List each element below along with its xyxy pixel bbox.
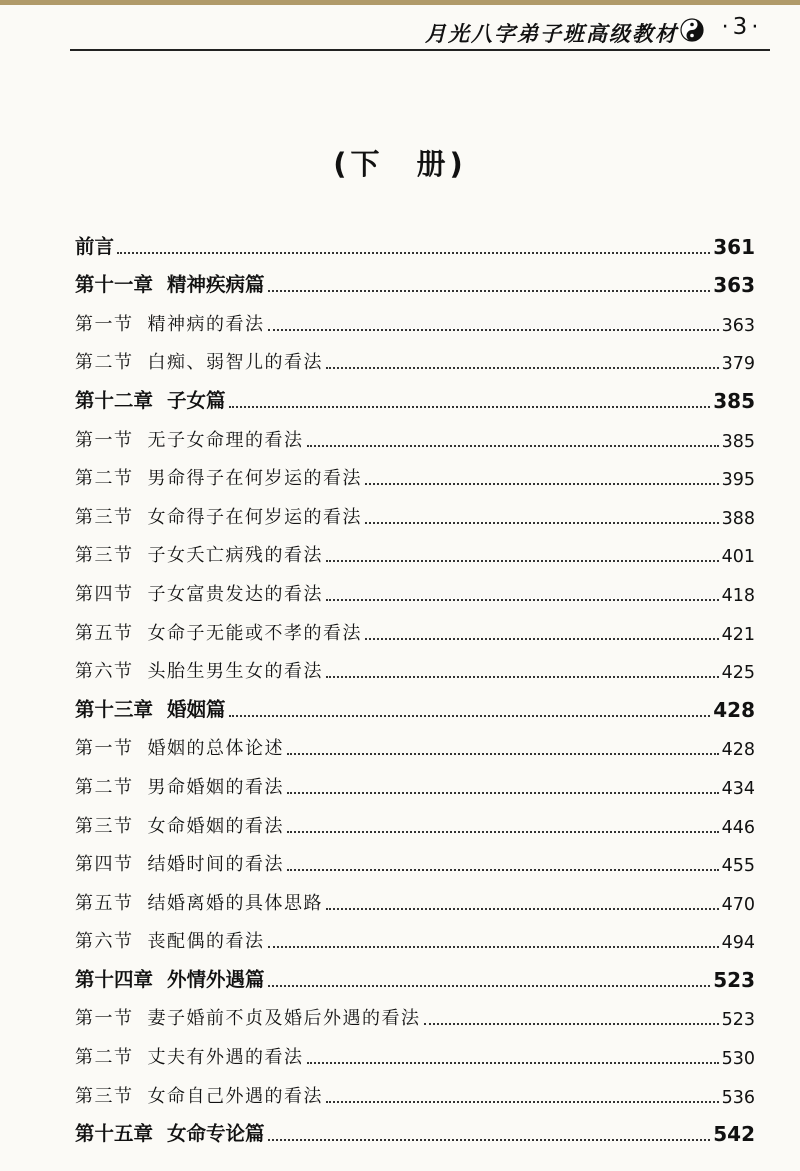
toc-entry-number: 第一节 — [75, 738, 134, 760]
toc-page-number: 363 — [721, 315, 755, 336]
toc-entry-label — [75, 1004, 421, 1030]
toc-entry-title: 婚姻的总体论述 — [147, 738, 284, 760]
toc-entry-title: 女命婚姻的看法 — [147, 815, 284, 837]
toc-section-row — [75, 456, 755, 495]
toc-entry-number: 第十二章 — [75, 388, 154, 412]
dot-leader — [326, 908, 719, 910]
toc-page-number: 455 — [721, 856, 755, 877]
toc-entry-title: 男命得子在何岁运的看法 — [147, 468, 362, 490]
dot-leader — [307, 445, 719, 447]
toc-page-number: 388 — [721, 508, 755, 529]
toc-chapter-row — [75, 957, 755, 996]
toc-entry-title: 结婚时间的看法 — [147, 854, 284, 876]
dot-leader — [287, 792, 719, 794]
toc-entry-number: 第二节 — [75, 352, 134, 374]
dot-leader — [117, 252, 710, 254]
toc-entry-label — [75, 231, 114, 259]
toc-entry-number: 第一节 — [75, 313, 134, 335]
toc-page-number: 434 — [721, 778, 755, 799]
toc-entry-title: 白痴、弱智儿的看法 — [147, 352, 323, 374]
toc-entry-label — [75, 734, 284, 760]
toc-entry-title: 无子女命理的看法 — [147, 429, 304, 451]
dot-leader — [326, 676, 719, 678]
top-border-band — [0, 0, 800, 5]
toc-entry-number: 第十一章 — [75, 273, 154, 297]
dot-leader — [229, 406, 711, 408]
dot-leader — [287, 869, 719, 871]
toc-section-row — [75, 340, 755, 379]
toc-entry-title: 子女富贵发达的看法 — [147, 583, 323, 605]
toc-page-number: 395 — [721, 470, 755, 491]
toc-entry-number: 第一节 — [75, 1008, 134, 1030]
toc-page-number: 428 — [721, 740, 755, 761]
toc-chapter-row — [75, 224, 755, 263]
toc-page-number: 421 — [721, 624, 755, 645]
toc-page-number: 379 — [721, 354, 755, 375]
toc-entry-title: 外情外遇篇 — [167, 967, 265, 991]
toc-page-number: 401 — [721, 547, 755, 568]
dot-leader — [365, 638, 719, 640]
dot-leader — [326, 1101, 719, 1103]
toc-entry-label — [75, 541, 323, 567]
toc-entry-number: 第二节 — [75, 468, 134, 490]
toc-entry-title: 女命得子在何岁运的看法 — [147, 506, 362, 528]
header-page-number: · 3 · — [721, 14, 759, 40]
dot-leader — [326, 560, 719, 562]
toc-section-row — [75, 571, 755, 610]
toc-page-number: 523 — [721, 1010, 755, 1031]
toc-entry-title: 子女夭亡病残的看法 — [147, 545, 323, 567]
toc-entry-number: 第六节 — [75, 661, 134, 683]
toc-page-number: 428 — [713, 697, 755, 722]
toc-section-row — [75, 417, 755, 456]
toc-chapter-row — [75, 263, 755, 302]
toc-entry-title: 女命自己外遇的看法 — [147, 1085, 323, 1107]
dot-leader — [365, 483, 719, 485]
toc-section-row — [75, 996, 755, 1035]
toc-section-row — [75, 842, 755, 881]
toc-section-row — [75, 649, 755, 688]
toc-entry-number: 第六节 — [75, 931, 134, 953]
toc-entry-number: 第十五章 — [75, 1122, 154, 1146]
toc-entry-label — [75, 694, 226, 722]
toc-entry-title: 妻子婚前不贞及婚后外遇的看法 — [147, 1008, 421, 1030]
dot-leader — [268, 290, 711, 292]
toc-page-number: 530 — [721, 1049, 755, 1070]
toc-section-row — [75, 494, 755, 533]
toc-entry-title: 子女篇 — [167, 388, 226, 412]
toc-section-row — [75, 764, 755, 803]
toc-entry-label — [75, 889, 323, 915]
toc-page-number: 536 — [721, 1087, 755, 1108]
toc-entry-title: 男命婚姻的看法 — [147, 776, 284, 798]
toc-entry-label — [75, 964, 265, 992]
toc-entry-label — [75, 619, 362, 645]
toc-page-number: 418 — [721, 585, 755, 606]
toc-entry-label — [75, 1043, 304, 1069]
toc-entry-title: 婚姻篇 — [167, 697, 226, 721]
dot-leader — [326, 367, 719, 369]
toc-page-number: 542 — [713, 1122, 755, 1147]
toc-section-row — [75, 533, 755, 572]
toc-entry-label — [75, 657, 323, 683]
toc-entry-label — [75, 464, 362, 490]
dot-leader — [268, 985, 711, 987]
page-header — [70, 12, 770, 52]
toc-entry-number: 第三节 — [75, 1085, 134, 1107]
toc-entry-number: 第十三章 — [75, 697, 154, 721]
toc-entry-label — [75, 348, 323, 374]
toc-entry-number: 前言 — [75, 234, 115, 258]
dot-leader — [307, 1062, 719, 1064]
toc-entry-label — [75, 850, 284, 876]
toc-entry-title: 女命专论篇 — [167, 1122, 265, 1146]
toc-section-row — [75, 726, 755, 765]
toc-chapter-row — [75, 378, 755, 417]
toc-chapter-row — [75, 1112, 755, 1151]
toc-entry-number: 第五节 — [75, 622, 134, 644]
dot-leader — [326, 599, 719, 601]
toc-entry-title: 结婚离婚的具体思路 — [147, 892, 323, 914]
toc-entry-number: 第三节 — [75, 506, 134, 528]
toc-entry-number: 第四节 — [75, 583, 134, 605]
dot-leader — [229, 715, 711, 717]
toc-entry-number: 第二节 — [75, 776, 134, 798]
table-of-contents — [75, 224, 755, 1150]
toc-entry-number: 第四节 — [75, 854, 134, 876]
toc-page-number: 363 — [713, 273, 755, 298]
dot-leader — [424, 1023, 719, 1025]
dot-leader — [268, 1139, 711, 1141]
toc-page-number: 361 — [713, 234, 755, 259]
toc-entry-label — [75, 269, 265, 297]
toc-page-number: 494 — [721, 933, 755, 954]
dot-leader — [268, 946, 719, 948]
toc-page-number: 385 — [721, 431, 755, 452]
toc-entry-number: 第三节 — [75, 815, 134, 837]
toc-entry-number: 第一节 — [75, 429, 134, 451]
toc-entry-label — [75, 773, 284, 799]
toc-page-number: 470 — [721, 894, 755, 915]
toc-entry-label — [75, 310, 265, 336]
toc-entry-title: 女命子无能或不孝的看法 — [147, 622, 362, 644]
toc-entry-label — [75, 1118, 265, 1146]
toc-section-row — [75, 880, 755, 919]
toc-entry-title: 丧配偶的看法 — [147, 931, 265, 953]
toc-section-row — [75, 1073, 755, 1112]
toc-entry-title: 头胎生男生女的看法 — [147, 661, 323, 683]
toc-entry-label — [75, 503, 362, 529]
toc-section-row — [75, 301, 755, 340]
toc-entry-label — [75, 385, 226, 413]
toc-section-row — [75, 919, 755, 958]
toc-entry-label — [75, 812, 284, 838]
page-number: 3 — [732, 14, 748, 40]
dot-leader — [287, 753, 719, 755]
header-rule — [70, 49, 770, 51]
volume-title: (下 册) — [333, 147, 467, 181]
toc-entry-label — [75, 927, 265, 953]
toc-entry-title: 精神疾病篇 — [167, 273, 265, 297]
header-book-title: 月光八字弟子班高级教材 — [425, 22, 678, 46]
toc-entry-title: 丈夫有外遇的看法 — [147, 1047, 304, 1069]
toc-entry-number: 第二节 — [75, 1047, 134, 1069]
yin-yang-icon — [680, 18, 704, 42]
toc-entry-label — [75, 580, 323, 606]
toc-entry-number: 第五节 — [75, 892, 134, 914]
toc-page-number: 385 — [713, 388, 755, 413]
toc-section-row — [75, 803, 755, 842]
toc-entry-number: 第三节 — [75, 545, 134, 567]
dot-leader — [287, 831, 719, 833]
toc-page-number: 523 — [713, 967, 755, 992]
toc-chapter-row — [75, 687, 755, 726]
toc-entry-label — [75, 426, 304, 452]
toc-page-number: 446 — [721, 817, 755, 838]
toc-entry-number: 第十四章 — [75, 967, 154, 991]
dot-leader — [268, 329, 719, 331]
toc-section-row — [75, 1034, 755, 1073]
toc-entry-label — [75, 1082, 323, 1108]
toc-section-row — [75, 610, 755, 649]
dot-leader — [365, 522, 719, 524]
toc-page-number: 425 — [721, 663, 755, 684]
toc-entry-title: 精神病的看法 — [147, 313, 265, 335]
